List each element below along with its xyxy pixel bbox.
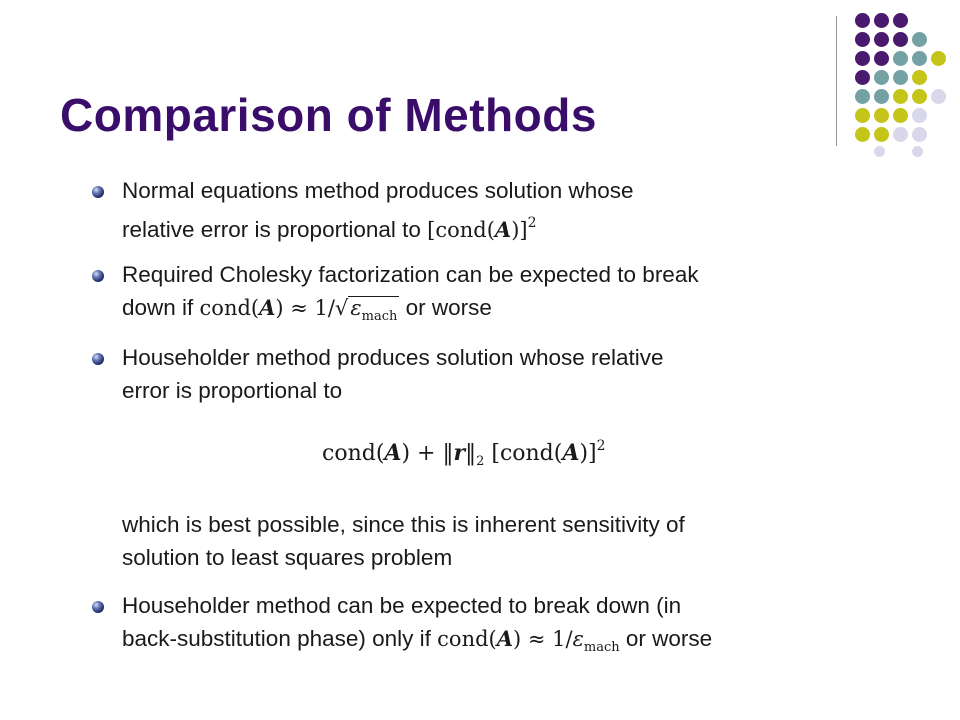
bullet-line: back-substitution phase) only if cond(A) ≈ $1/\varepsilon_{mach}$ or worse (122, 626, 713, 655)
decorative-dot (912, 51, 927, 66)
bullet-line: Normal equations method produces solution whose (122, 178, 634, 203)
bullet-continuation (122, 508, 862, 574)
decorative-dot (855, 89, 870, 104)
bullet-line: error is proportional to (122, 378, 343, 403)
decorative-dot (893, 13, 908, 28)
decorative-dot (855, 13, 870, 28)
decorative-dot (893, 51, 908, 66)
decorative-dot (874, 13, 889, 28)
decorative-dot (912, 108, 927, 123)
bullet-item-householder-error (122, 341, 862, 407)
bullet-line: down if cond(A) ≈ $1/√\varepsilon_{mach}$ or worse (122, 291, 862, 328)
bullet-marker (92, 186, 104, 198)
slide-title: Comparison of Methods (60, 89, 597, 141)
decorative-dot (855, 127, 870, 142)
decorative-dot (912, 70, 927, 85)
decorative-dot (874, 51, 889, 66)
decorative-dot (912, 32, 927, 47)
decorative-dot (874, 89, 889, 104)
decorative-dot (855, 70, 870, 85)
decorative-dot (912, 127, 927, 142)
decorative-dot (874, 146, 885, 157)
math-expression: cond(A) ≈ $1/\varepsilon_{mach}$ (437, 626, 620, 655)
decorative-dot (912, 89, 927, 104)
decorative-divider (836, 16, 837, 146)
decorative-dot (893, 127, 908, 142)
decorative-dot (893, 89, 908, 104)
math-expression: cond(A) ≈ $1/√\varepsilon_{mach}$ (200, 296, 400, 320)
decorative-dot (893, 108, 908, 123)
decorative-dot (893, 70, 908, 85)
bullet-item-cholesky (122, 258, 862, 328)
decorative-dot (912, 146, 923, 157)
decorative-dot (874, 127, 889, 142)
bullet-line: Householder method can be expected to break down (in (122, 593, 682, 618)
bullet-marker (92, 601, 104, 613)
bullet-item-normal-equations (122, 174, 862, 247)
bullet-line: solution to least squares problem (122, 545, 453, 570)
bullet-item-householder-breakdown (122, 589, 862, 664)
decorative-dot (874, 32, 889, 47)
decorative-dot (855, 108, 870, 123)
bullet-line: relative error is proportional to [cond(A)]$^2$ (122, 215, 537, 242)
decorative-dot (855, 32, 870, 47)
bullet-marker (92, 270, 104, 282)
display-equation: cond(A) + $‖r‖_2$ [cond(A)]$^2$ (322, 438, 606, 469)
decorative-dot (874, 70, 889, 85)
bullet-line: Required Cholesky factorization can be expected to break (122, 262, 699, 287)
decorative-dot (874, 108, 889, 123)
bullet-line: Householder method produces solution whose relative (122, 345, 664, 370)
decorative-dot (855, 51, 870, 66)
decorative-dot (931, 51, 946, 66)
decorative-dot (893, 32, 908, 47)
math-expression: [cond(A)]$^2$ (427, 215, 537, 242)
bullet-line: which is best possible, since this is inherent sensitivity of (122, 512, 685, 537)
decorative-dot (931, 89, 946, 104)
bullet-marker (92, 353, 104, 365)
